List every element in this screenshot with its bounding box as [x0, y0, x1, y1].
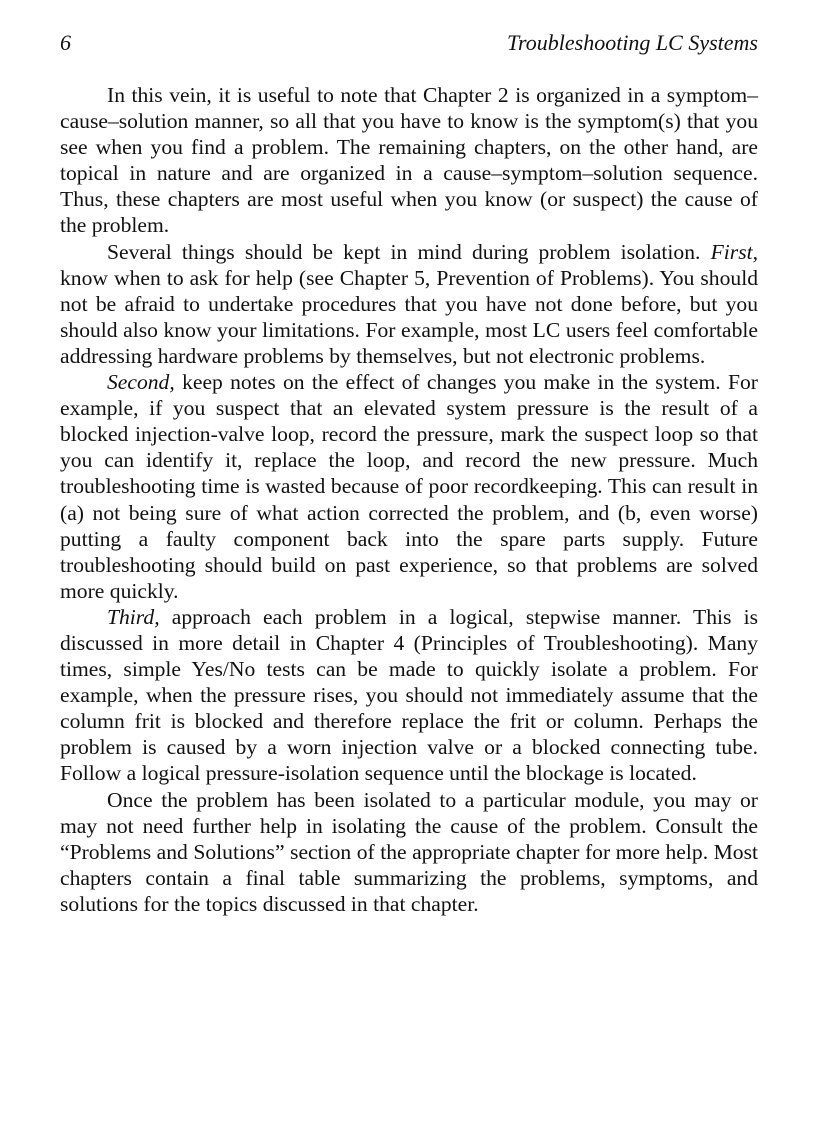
paragraph-text: Several things should be kept in mind during problem isolation. [107, 239, 701, 264]
running-head-title: Troubleshooting LC Systems [507, 30, 758, 55]
paragraph-text: know when to ask for help (see Chapter 5, Prevention of Problems). You should not be afraid to undertake procedures that you have not done before, but you should also know your limitations. For example, most LC users feel comfortable addressing hardware problems by themselves, but not electronic problems. [60, 265, 758, 368]
paragraph-third-logical-approach [60, 604, 758, 787]
paragraph-second-keep-notes [60, 369, 758, 604]
paragraph-text: Once the problem has been isolated to a particular module, you may or may not need further help in isolating the cause of the problem. Consult the “Problems and Solutions” section of the appropriate chapter for more help. Most chapters contain a final table summarizing the problems, symptoms, and solutions for the topics discussed in that chapter. [60, 787, 758, 916]
paragraph-text: In this vein, it is useful to note that Chapter 2 is organized in a symptom–cause–solution manner, so all that you have to know is the symptom(s) that you see when you find a problem. The remaining chapters, on the other hand, are topical in nature and are organized in a cause–symptom–solution sequence. Thus, these chapters are most useful when you know (or suspect) the cause of the problem. [60, 83, 758, 238]
paragraph-text: keep notes on the effect of changes you make in the system. For example, if you suspect that an elevated system pressure is the result of a blocked injection-valve loop, record the pressure, mark the suspect loop so that you can identify it, replace the loop, and record the new pressure. Much troubleshooting time is wasted because of poor recordkeeping. This can result in (a) not being sure of what action corrected the problem, and (b, even worse) putting a faulty component back into the spare parts supply. Future troubleshooting should build on past experience, so that problems are solved more quickly. [60, 370, 758, 603]
paragraph-lead-third: Third, [107, 604, 160, 629]
page-header [60, 28, 758, 58]
paragraph-problem-isolation-intro [60, 239, 758, 369]
paragraph-once-isolated [60, 787, 758, 917]
page-number: 6 [60, 30, 71, 55]
paragraph-text: approach each problem in a logical, stepwise manner. This is discussed in more detail in Chapter 4 (Principles of Troubleshooting). Many times, simple Yes/No tests can be made to quickly isolate a problem. For example, when the pressure rises, you should not immediately assume that the column frit is blocked and therefore replace the frit or column. Perhaps the problem is caused by a worn injection valve or a blocked connecting tube. Follow a logical pressure-isolation sequence until the blockage is located. [60, 604, 758, 786]
paragraph-lead-first: First, [710, 239, 759, 264]
paragraph-chapter-organization [60, 82, 758, 239]
body-text [60, 82, 758, 917]
paragraph-lead-second: Second, [107, 370, 175, 395]
